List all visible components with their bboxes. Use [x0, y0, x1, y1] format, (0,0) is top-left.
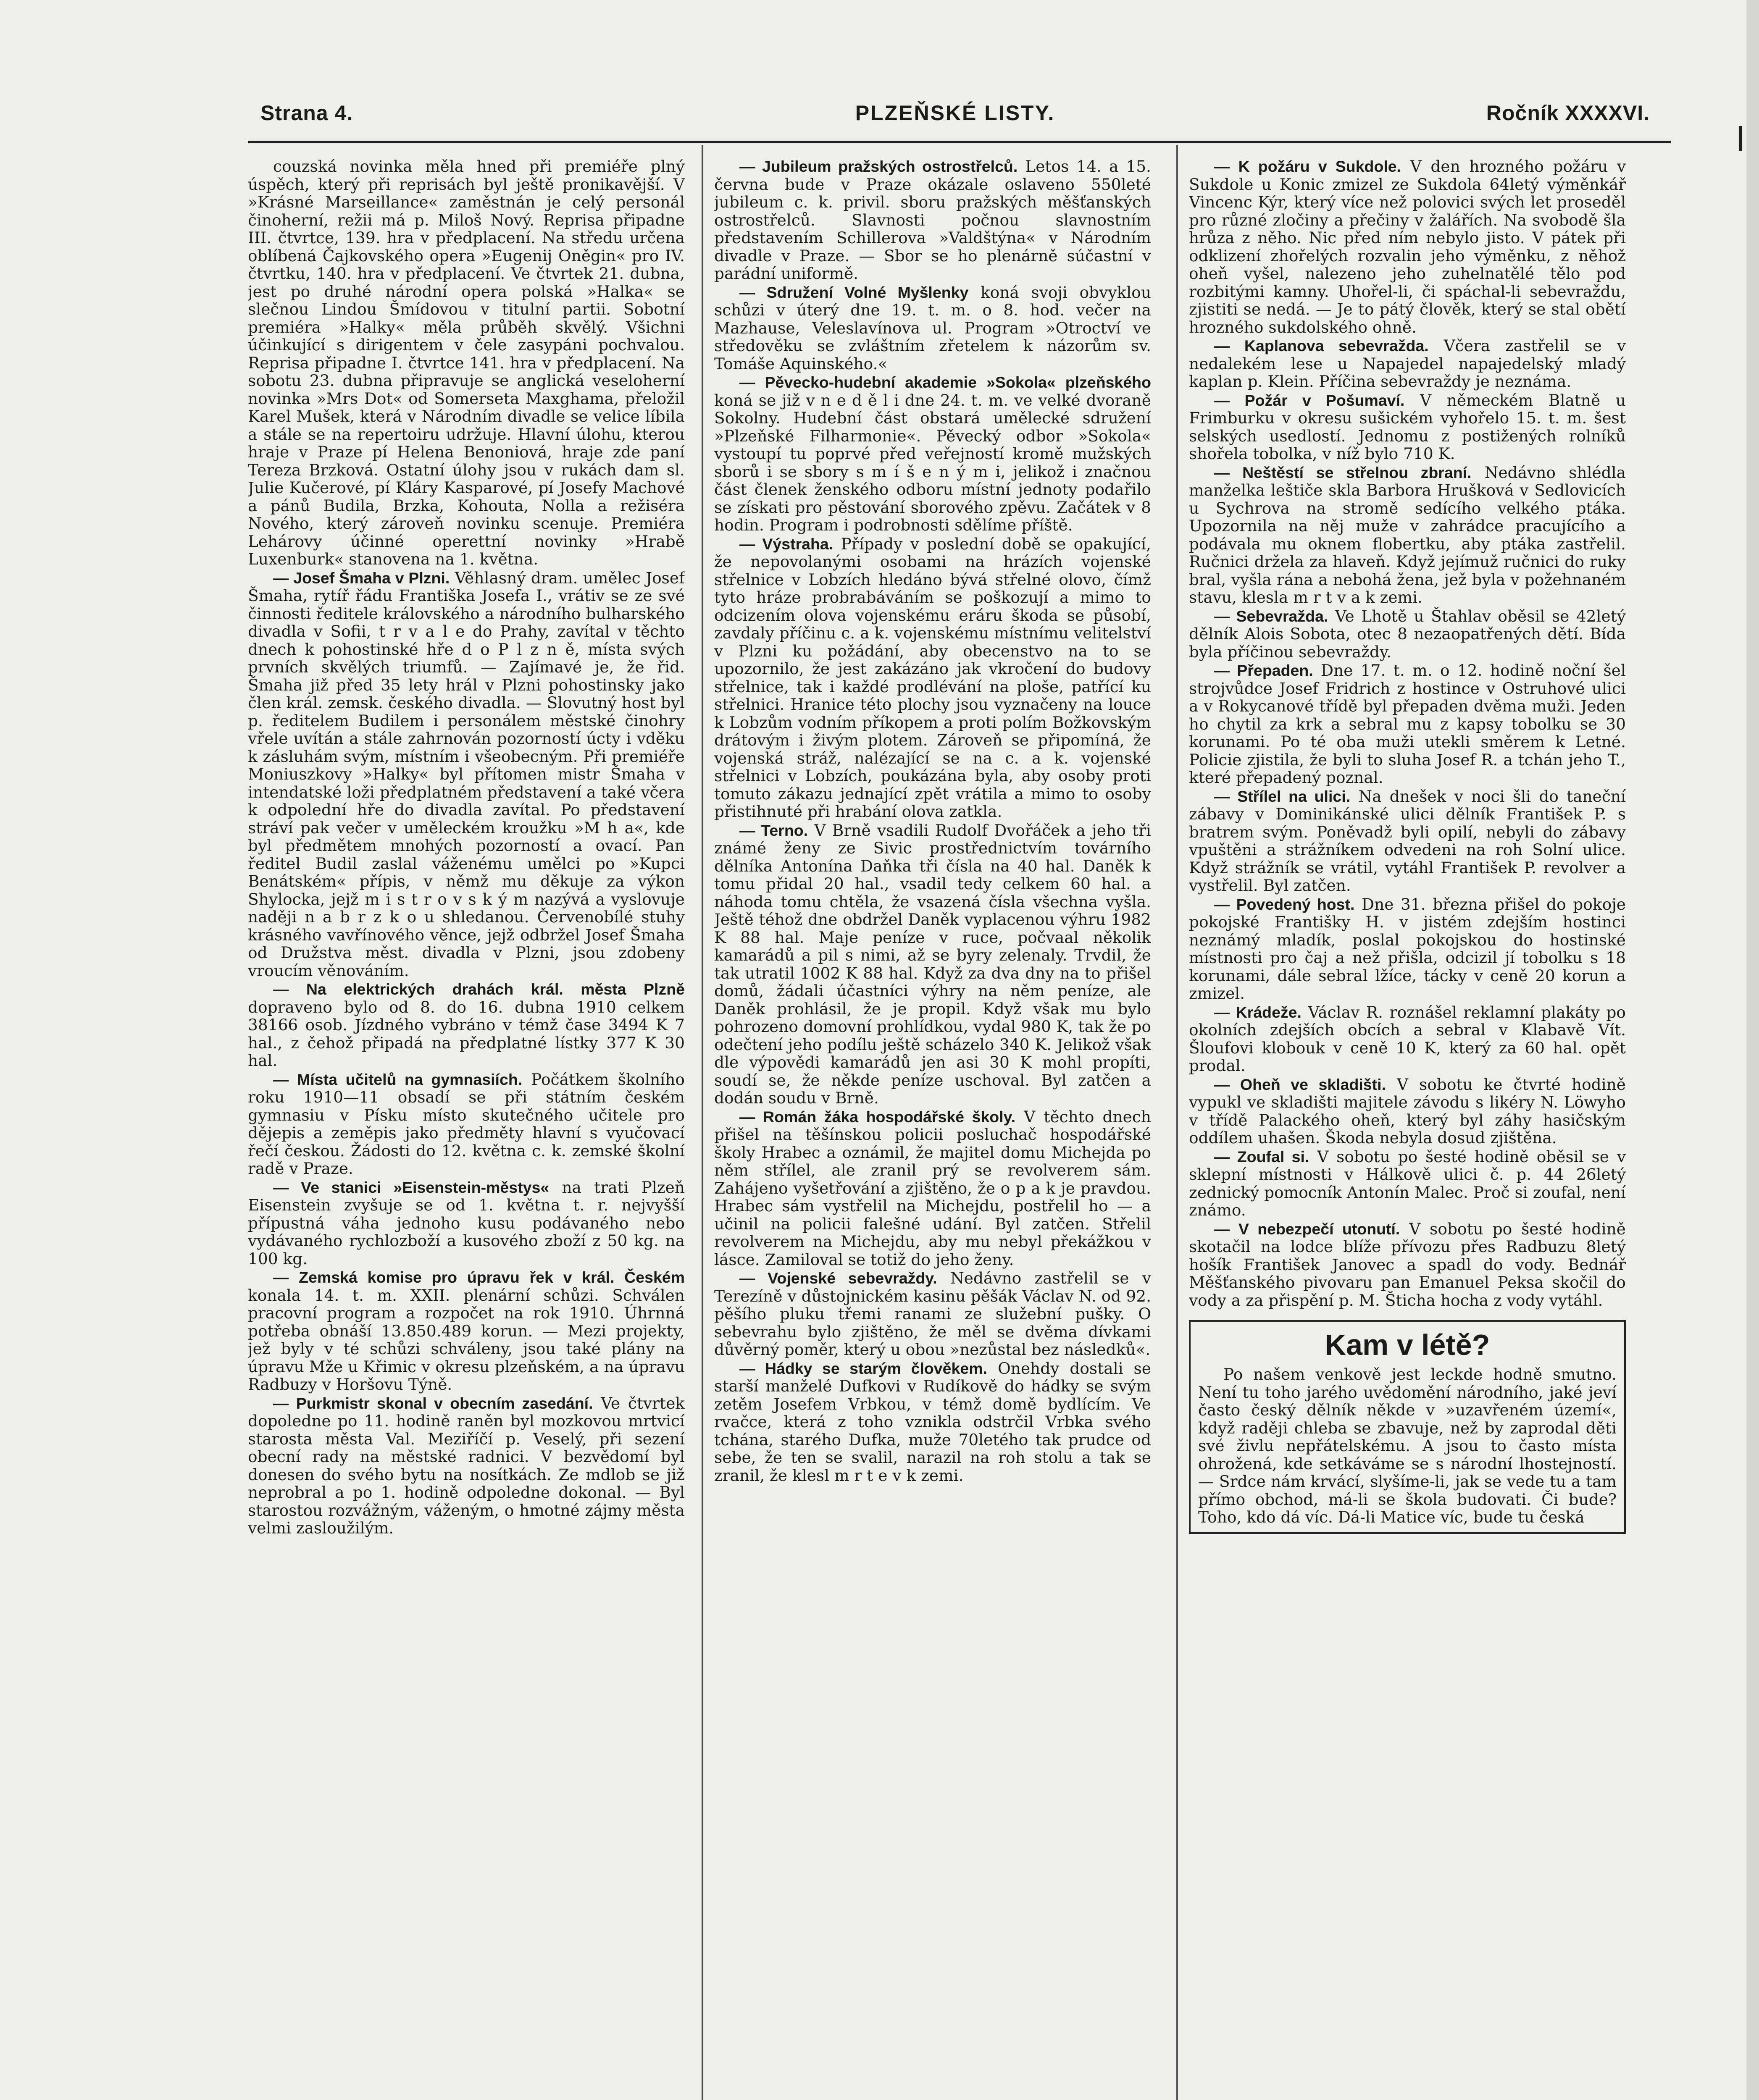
article-text: Letos 14. a 15. června bude v Praze okázale oslaveno 550leté jubileum c. k. privil. sboru pražských měšťanských ostrostřelců. Slavnosti počnou slavnostním představením Schillerova »Valdštýna« v Národním divadle v Praze. — Sbor se ho plenárně súčastní v parádní uniformě.: [714, 158, 1151, 283]
article-headline: — Zoufal si.: [1214, 1147, 1309, 1166]
article: [714, 1108, 1151, 1269]
article-text: Nedávno zastřelil se v Terezíně v důstojnickém kasinu pěšák Václav N. od 92. pěšího pluku třemi ranami ze služební pušky. O sebevrahu bylo zjištěno, že měl se dvěma dívkami důvěrný poměr, který u obou »nezůstal bez následků«.: [714, 1269, 1151, 1359]
boxed-article: [1189, 1320, 1626, 1534]
article-headline: — Jubileum pražských ostrostřelců.: [739, 158, 1018, 175]
article-text: V sobotu po šesté hodině oběsil se v sklepní místnosti v Hálkově ulici č. p. 44 26letý zednický pomocník Antonín Malec. Proč si zoufal, není známo.: [1189, 1147, 1626, 1219]
boxed-article-text: Po našem venkově jest leckde hodně smutno. Není tu toho jarého uvědomění národního, jaké jeví často český dělník někde v »uzavřeném území«, když raději chleba se zbavuje, než by zaprodal děti své živlu nepřátelskému. A jsou to často místa ohrožená, kde setkáváme se s národní lhostejností. — Srdce nám krvácí, slyšíme-li, jak se vede tu a tam přímo obchod, má-li se škola budovati. Či bude? Toho, kdo dá víc. Dá-li Matice víc, bude tu česká: [1198, 1365, 1617, 1526]
article-headline: — Neštěstí se střelnou zbraní.: [1214, 463, 1472, 481]
article-headline: — Hádky se starým člověkem.: [739, 1359, 987, 1377]
article-headline: — Ve stanici »Eisenstein-městys«: [273, 1178, 550, 1196]
page-number: Strana 4.: [260, 101, 353, 125]
article-text: koná se již v n e d ě l i dne 24. t. m. ve velké dvoraně Sokolny. Hudební část obstará umělecké sdružení »Plzeňské Filharmonie«. Pěvecký odbor »Sokola« vystoupí tu poprvé před veřejností kromě mužských sborů i se sbory s m í š e n ý m i, jelikož i značnou část členek ženského odboru místní jednoty podařilo se získati pro pěstování sborového zpěvu. Začátek v 8 hodin. Program i podrobnosti sdělíme příště.: [714, 391, 1151, 534]
article-text: V německém Blatně u Frimburku v okresu sušickém vyhořelo 15. t. m. šest selských usedlostí. Jednomu z postižených rolníků shořela tobolka, v níž bylo 710 K.: [1189, 391, 1626, 463]
article-text: dopraveno bylo od 8. do 16. dubna 1910 celkem 38166 osob. Jízdného vybráno v témž čase 3494 K 7 hal., z čehož připadá na předplatné lístky 377 K 30 hal.: [248, 998, 685, 1070]
article-text: Václav R. roznášel reklamní plakáty po okolních zdejších obcích a sebral v Klabavě Vít. Šloufovi klobouk v ceně 10 K, který za 60 hal. opět prodal.: [1189, 1003, 1626, 1075]
article-headline: — Oheň ve skladišti.: [1214, 1075, 1386, 1093]
article: [248, 158, 685, 568]
article-text: couzská novinka měla hned při premiéře plný úspěch, který při reprisách byl ještě pronikavější. V »Krásné Marseillance« zaměstnán je celý personál činoherní, režii má p. Miloš Nový. Reprisa připadne III. čtvrtce, 139. hra v předplacení. Na středu určena oblíbená Čajkovského opera »Eugenij Oněgin« pro IV. čtvrtku, 140. hra v předplacení. Ve čtvrtek 21. dubna, jest po druhé národní opera polská »Halka« se slečnou Lindou Šmídovou v titulní partii. Sobotní premiéra »Halky« měla průběh skvělý. Všichni účinkující s dirigentem v čele zasypáni pochvalou. Reprisa připadne I. čtvrtce 141. hra v předplacení. Na sobotu 23. dubna připravuje se anglická veseloherní novinka »Mrs Dot« od Somerseta Maxghama, přeložil Karel Mušek, která v Národním divadle se velice líbila a stále se na repertoiru udržuje. Hlavní úlohu, kterou hraje v Praze pí Helena Benoniová, hraje zde paní Tereza Brzková. Ostatní úlohy jsou v rukách dam sl. Julie Kučerové, pí Kláry Kasparové, pí Josefy Machové a pánů Budila, Brzka, Kohouta, Nolla a režiséra Nového, který zároveň novinku scenuje. Premiéra Lehárovy účinné operettní novinky »Hrabě Luxenburk« stanovena na 1. května.: [248, 158, 685, 568]
article-headline: — K požáru v Sukdole.: [1214, 158, 1401, 175]
article-text: konala 14. t. m. XXII. plenární schůzi. Schválen pracovní program a rozpočet na rok 1910. Úhrnná potřeba obnáší 13.850.489 korun. — Mezi projekty, jež byly v té schůzi schváleny, jsou také plány na úpravu Mže u Křimic v okresu plzeňském, a na úpravu Radbuzy v Horšovu Týně.: [248, 1286, 685, 1394]
article-text: V sobotu ke čtvrté hodině vypukl ve skladišti majitele závodu s likéry N. Löwyho v třídě Palackého oheň, který byl záhy hasičským oddílem uhašen. Škoda nebyla dosud zjištěna.: [1189, 1075, 1626, 1147]
article-text: Případy v poslední době se opakující, že nepovolanými osobami na hrázích vojenské střelnice v Lobzích hledáno bývá střelné olovo, čímž tyto hráze probrabáváním se poškozují a mimo to odcizením olova vojenskému eráru škoda se působí, zavdaly příčinu c. a k. vojenskému místnímu velitelství v Plzni ku požádání, aby obecenstvo na to se upozornilo, že jest zakázáno jak vkročení do budovy střelnice, tak i každé prodlévání na ploše, patřící ku střelnici. Hranice této plochy jsou vyznačeny na louce k Lobzům vodním příkopem a proti polím Božkovským drátovým i živým plotem. Zároveň se připomíná, že vojenská stráž, nalézající se na c. a k. vojenské střelnici v Lobzích, poukázána byla, aby osoby proti tomuto zákazu jednající zpět vrátila a mimo to osoby přistihnuté při hrabání olova zatkla.: [714, 534, 1151, 821]
article: [1189, 1076, 1626, 1147]
article: [714, 373, 1151, 534]
article-text: na trati Plzeň Eisenstein zvyšuje se od 1. května t. r. nejvyšší přípustná váha jednoho kusu podávaného nebo vydávaného rychlozboží a kusového zboží z 50 kg. na 100 kg.: [248, 1178, 685, 1268]
article: [248, 1394, 685, 1537]
article: [248, 1179, 685, 1268]
article: [714, 1360, 1151, 1485]
article-headline: — Přepaden.: [1214, 662, 1313, 679]
article-headline: — Sebevražda.: [1214, 607, 1328, 625]
article-text: V těchto dnech přišel na těšínskou policii posluchač hospodářské školy Hrabec a oznámil, že majitel domu Michejda po něm střílel, ale zranil prý se revolverem sám. Zahájeno vyšetřování a zjištěno, že o p a k je pravdou. Hrabec sám vystřelil na Michejdu, postřelil ho — a učinil na policii falešné udání. Byl zatčen. Střelil revolverem na Michejdu, aby mu nebyl překážkou v lásce. Zamiloval se totiž do jeho ženy.: [714, 1107, 1151, 1269]
article-headline: — Výstraha.: [739, 535, 833, 553]
article: [1189, 788, 1626, 895]
article-headline: — Střílel na ulici.: [1214, 787, 1351, 805]
article: [1189, 337, 1626, 391]
article-text: V sobotu po šesté hodině skotačil na lodce blíže přívozu přes Radbuzu 8letý hošík František Janovec a spadl do vody. Bednář Měšťanského pivovaru pan Emanuel Peksa skočil do vody a za přispění p. M. Šticha hocha z vody vytáhl.: [1189, 1219, 1626, 1310]
article-headline: — Kaplanova sebevražda.: [1214, 337, 1429, 354]
article-text: Dne 17. t. m. o 12. hodině noční šel strojvůdce Josef Fridrich z hostince v Ostruhové ulici a v Rokycanové třídě byl přepaden dvěma muži. Jeden ho chytil za krk a sebral mu z kapsy tobolku se 30 korunami. Po té oba muži utekli směrem k Letné. Policie zjistila, že byli to sluha Josef R. a tchán jeho T., které přepadený poznal.: [1189, 661, 1626, 787]
article-text: Onehdy dostali se starší manželé Dufkovi v Rudíkově do hádky se svým zetěm Josefem Vrbkou, v témž domě bydlícím. Ve rvačce, která z toho vznikla odstrčil Vrbka svého tchána, starého Dufka, muže 70letého tak prudce od sebe, že ten se svalil, narazil na roh stolu a tak se zranil, že klesl m r t e v k zemi.: [714, 1359, 1151, 1485]
boxed-article-title: Kam v létě?: [1325, 1328, 1490, 1361]
scan-edge: [1746, 0, 1759, 2100]
article-headline: — Povedený host.: [1214, 895, 1355, 913]
header-rule: [248, 141, 1671, 143]
article-text: Ve Lhotě u Štahlav oběsil se 42letý dělník Alois Sobota, otec 8 nezaopatřených dětí. Bída byla příčinou sebevraždy.: [1189, 606, 1626, 661]
article: [714, 822, 1151, 1107]
article-text: Ve čtvrtek dopoledne po 11. hodině raněn byl mozkovou mrtvicí starosta města Val. Meziříčí p. Veselý, při sezení obecní rady na městské radnici. V bezvědomí byl donesen do svého bytu na nosítkách. Ze mdlob se již neprobral a po 1. hodině odpoledne dokonal. — Byl starostou rozvážným, váženým, o hmotné zájmy města velmi zasloužilým.: [248, 1394, 685, 1537]
article-text: V Brně vsadili Rudolf Dvořáček a jeho tři známé ženy ze Sivic prostřednictvím továrního dělníka Antonína Daňka tři čísla na 40 hal. Daněk k tomu přidal 20 hal., vsadil tedy celkem 60 hal. a náhoda tomu chtěla, že vsazená čísla všechna vyšla. Ještě téhož dne obdržel Daněk vyplacenou výhru 1982 K 88 hal. Maje peníze v ruce, počvaal několik kamarádů a pil s nimi, až se byry zelenaly. Trvdil, že tak utratil 1002 K 88 hal. Když za dva dny na to přišel domů, žádali účastníci výhry na něm peníze, ale Daněk prohlásil, že je propil. Když však mu bylo pohrozeno domovní prohlídkou, vydal 980 K, tak že po odečtení jeho podílu ještě scházelo 340 K. Jelikož však dle výpovědi kamarádů jen asi 30 K mohl propíti, soudí se, že někde peníze uschoval. Byl zatčen a dodán soudu v Brně.: [714, 821, 1151, 1107]
article-text: Včera zastřelil se v nedalekém lese u Napajedel napajedelský mladý kaplan p. Klein. Příčina sebevraždy je neznáma.: [1189, 336, 1626, 391]
article: [714, 158, 1151, 283]
article-headline: — Zemská komise pro úpravu řek v král. Českém: [273, 1268, 685, 1286]
article-headline: — Místa učitelů na gymnasiích.: [273, 1070, 523, 1088]
article: [248, 980, 685, 1070]
article-headline: — Krádeže.: [1214, 1003, 1302, 1021]
article-headline: — Požár v Pošumaví.: [1214, 391, 1405, 409]
article-headline: — Sdružení Volné Myšlenky: [739, 283, 969, 301]
article-headline: — Román žáka hospodářské školy.: [739, 1108, 1016, 1126]
article: [1189, 464, 1626, 606]
article-text: Nedávno shlédla manželka leštiče skla Barbora Hrušková v Sedlovicích u Sychrova na stromě sedícího velkého ptáka. Upozornila na něj muže v zahrádce pracujícího a podávala mu oknem flobertku, aby ptáka zastřelil. Ručnici držela za hlaveň. Když jejímuž ručnici do ruky bral, vyšla rána a nebohá žena, jež byla v požehnaném stavu, klesla m r t v a k zemi.: [1189, 463, 1626, 606]
article-text: koná svoji obvyklou schůzi v úterý dne 19. t. m. o 8. hod. večer na Mazhause, Veleslavínova ul. Program »Otroctví ve středověku se zvláštním zřetelem k názorům sv. Tomáše Aquinského.«: [714, 283, 1151, 373]
article-text: Věhlasný dram. umělec Josef Šmaha, rytíř řádu Františka Josefa I., vrátiv se ze své činnosti ředitele královského a národního bulharského divadla v Sofii, t r v a l e do Prahy, zavítal v těchto dnech k pohostinské hře d o P l z n ě, místa svých prvních skvělých triumfů. — Zajímavé je, že řid. Šmaha již před 35 lety hrál v Plzni pohostinsky jako člen král. zemsk. českého divadla. — Slovutný host byl p. ředitelem Budilem i personálem městské činohry vřele uvítán a stále zahrnován pozorností úcty i vděku k zásluhám svým, místním i všeobecným. Při premiéře Moniuszkovy »Halky« byl přítomen mistr Šmaha v intendatské loži předplatném představení a také včera k odpolední hře do divadla zavítal. Po představení stráví pak večer v uměleckém kroužku »M h a«, kde byl předmětem mnohých pozorností a ovací. Pan ředitel Budil zaslal váženému umělci po »Kupci Benátském« přípis, v němž mu děkuje za výkon Shylocka, jejž m i s t r o v s k ý m nazývá a vyslovuje naději n a b r z k o u shledanou. Červenobílé stuhy krásného vavřínového věnce, jejž odbržel Josef Šmaha od Družstva měst. divadla v Plzni, jsou zdobeny vroucím věnováním.: [248, 568, 685, 980]
article-text: Dne 31. března přišel do pokoje pokojské Františky H. v jistém zdejším hostinci neznámý mladík, poslal pokojskou do hostinské místnosti pro čaj a než přišla, odcizil jí tobolku s 18 korunami, dále sebral lžíce, tácky v ceně 20 korun a zmizel.: [1189, 895, 1626, 1003]
article-headline: — Terno.: [739, 821, 808, 839]
article-text: Počátkem školního roku 1910—11 obsadí se při státním českém gymnasiu v Písku místo skutečného učitele pro dějepis a zeměpis jako předměty hlavní s vyučovací řečí českou. Žádosti do 12. května c. k. zemské školní radě v Praze.: [248, 1070, 685, 1178]
column-3: [1189, 158, 1626, 2100]
article: [1189, 1220, 1626, 1310]
article-text: Na dnešek v noci šli do taneční zábavy v Dominikánské ulici dělník František P. s bratrem svým. Poněvadž byli opilí, nebyli do zábavy vpuštěni a strážníkem odvedeni na roh Solní ulice. Když strážník se vrátil, vytáhl František P. revolver a vystřelil. Byl zatčen.: [1189, 787, 1626, 895]
column-divider: [702, 145, 703, 2100]
article: [1189, 391, 1626, 463]
article: [1189, 895, 1626, 1003]
newspaper-title: PLZEŇSKÉ LISTY.: [855, 101, 1055, 125]
article-headline: — Pěvecko-hudební akademie »Sokola« plzeňského: [739, 373, 1151, 391]
article: [248, 569, 685, 980]
column-divider: [1176, 145, 1178, 2100]
article-headline: — Josef Šmaha v Plzni.: [273, 569, 450, 587]
article: [714, 1269, 1151, 1359]
article: [1189, 607, 1626, 661]
article: [1189, 1003, 1626, 1075]
column-2: [714, 158, 1151, 2100]
page-header: [260, 97, 1650, 139]
article-headline: — Purkmistr skonal v obecním zasedání.: [273, 1394, 593, 1412]
article-headline: — V nebezpečí utonutí.: [1214, 1220, 1400, 1238]
volume-label: Ročník XXXXVI.: [1486, 101, 1650, 125]
article: [714, 284, 1151, 373]
article: [248, 1268, 685, 1394]
article-text: V den hrozného požáru v Sukdole u Konic zmizel ze Sukdola 64letý výměnkář Vincenc Kýr, který více než polovici svých let proseděl pro různé zločiny a přečiny v žalářích. Na svobodě šla hrůza z něho. Nic před ním nebylo jisto. V pátek při odklizení zhořelých rozvalin jeho výměnku, z něhož oheň vyšel, nalezeno jeho zuhelnatělé tělo pod rozbitými kamny. Uhořel-li, či spáchal-li sebevraždu, zjistiti se nedá. — Je to pátý člověk, který se stal obětí hrozného sukdolského ohně.: [1189, 158, 1626, 336]
article: [1189, 158, 1626, 336]
article-headline: — Na elektrických drahách král. města Plzně: [273, 980, 685, 998]
article: [1189, 662, 1626, 787]
scan-edge-mark: [1739, 126, 1742, 151]
article-headline: — Vojenské sebevraždy.: [739, 1269, 937, 1287]
column-1: [248, 158, 685, 2100]
article: [714, 535, 1151, 821]
article: [1189, 1148, 1626, 1219]
article: [248, 1071, 685, 1178]
